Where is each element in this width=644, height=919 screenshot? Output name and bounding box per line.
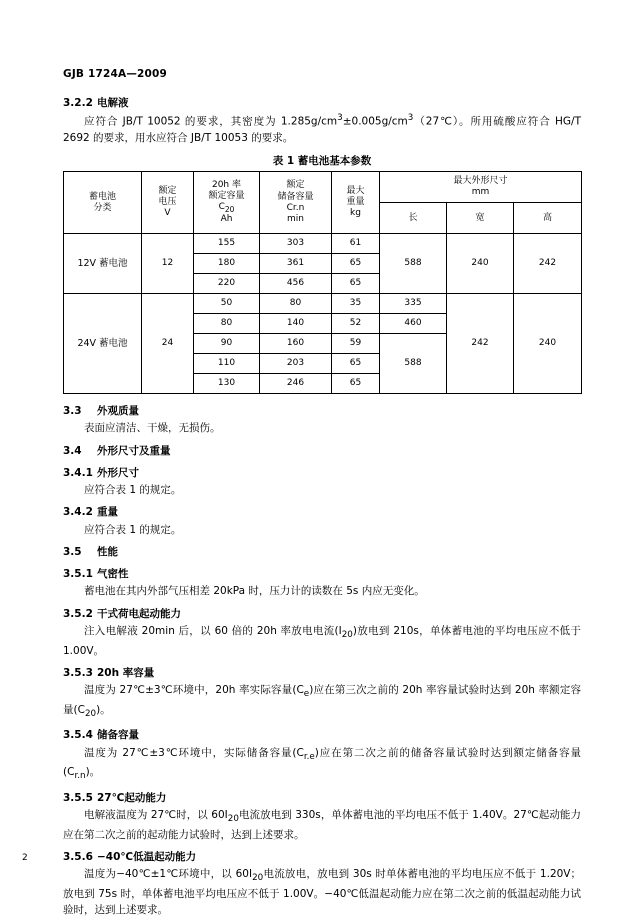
clause-body-3-4-1: 应符合表 1 的规定。 — [84, 484, 182, 497]
clause-title: 27℃起动能力 — [97, 791, 167, 804]
clause-title: 外观质量 — [97, 405, 139, 418]
cell-c20: 50 — [194, 294, 260, 314]
cell-weight: 52 — [332, 314, 380, 334]
cell-c20: 130 — [194, 374, 260, 394]
section-body-3-2-2: 应符合 JB/T 10052 的要求，其密度为 $1.285g/cm^3\pm 0.005g/cm^3(27℃)$。所用硫酸应符合 HG/T 2692 的要求，用水应符合 JB/T 10053 的要求。 — [63, 113, 581, 144]
cell-voltage: 24 — [142, 294, 194, 394]
clause-heading-3-5-5 — [63, 791, 581, 806]
cell-crn: 80 — [260, 294, 332, 314]
cell-weight: 65 — [332, 374, 380, 394]
clause-heading-3-5-2 — [63, 607, 581, 622]
cell-category: 12V 蓄电池 — [64, 234, 142, 294]
clause-title: −40℃低温起动能力 — [97, 850, 197, 863]
clause-heading-3-4 — [63, 444, 581, 459]
header-length: 长 — [380, 203, 447, 234]
section-title: 电解液 — [97, 97, 129, 109]
cell-weight: 65 — [332, 254, 380, 274]
clause-body-3-4-2: 应符合表 1 的规定。 — [84, 523, 182, 536]
table-row — [64, 294, 582, 314]
header-capacity-20h: 20h 率 额定容量 $C_{20}$ Ah — [194, 172, 260, 234]
cell-weight: 61 — [332, 234, 380, 254]
header-height: 高 — [514, 203, 582, 234]
clause-heading-3-5 — [63, 545, 581, 560]
cell-length: 335 — [380, 294, 447, 314]
clause-body-3-5-4: 温度为 27℃±3℃环境中，实际储备容量$(C_{r.e})$应在第二次之前的储备容量试验时达到额定储备容量$(C_{r.n})$。 — [63, 746, 581, 782]
cell-crn: 203 — [260, 354, 332, 374]
clause-number: 3.4.1 — [63, 466, 93, 479]
clause-title: 干式荷电起动能力 — [97, 607, 181, 620]
header-max-dimensions: 最大外形尺寸 mm — [380, 172, 582, 203]
battery-parameters-table — [63, 171, 582, 394]
section-heading-3-2-2 — [63, 96, 581, 111]
clause-heading-3-4-2 — [63, 505, 581, 520]
cell-crn: 456 — [260, 274, 332, 294]
cell-c20: 90 — [194, 334, 260, 354]
cell-weight: 59 — [332, 334, 380, 354]
clause-title: 20h 率容量 — [97, 666, 155, 679]
header-max-weight: 最大 重量 kg — [332, 172, 380, 234]
cell-c20: 155 — [194, 234, 260, 254]
clause-title: 气密性 — [97, 568, 129, 581]
clause-heading-3-5-6 — [63, 850, 581, 865]
cell-width: 242 — [447, 294, 514, 394]
clause-number: 3.5.5 — [63, 791, 93, 804]
page-number: 2 — [22, 853, 28, 863]
clause-body-3-3: 表面应清洁、干燥，无损伤。 — [84, 422, 221, 435]
cell-category: 24V 蓄电池 — [64, 294, 142, 394]
cell-c20: 220 — [194, 274, 260, 294]
header-reserve-capacity: 额定 储备容量 Cr.n min — [260, 172, 332, 234]
header-rated-voltage: 额定 电压 V — [142, 172, 194, 234]
clause-heading-3-5-3 — [63, 666, 581, 681]
clause-body-3-5-3: 温度为 27℃±3℃环境中，20h 率实际容量$(C_e)$应在第三次之前的 20h 率容量试验时达到 20h 率额定容量$(C_{20})$。 — [63, 683, 581, 719]
table-header-row-1 — [64, 172, 582, 203]
clause-body-3-5-1: 蓄电池在其内外部气压相差 20kPa 时，压力计的读数在 5s 内应无变化。 — [84, 585, 425, 598]
header-category: 蓄电池 分类 — [64, 172, 142, 234]
cell-crn: 361 — [260, 254, 332, 274]
clause-title: 重量 — [97, 506, 118, 519]
clause-title: 储备容量 — [97, 729, 139, 742]
clause-title: 性能 — [97, 545, 118, 558]
cell-length: 460 — [380, 314, 447, 334]
cell-weight: 65 — [332, 354, 380, 374]
table-row — [64, 234, 582, 254]
clause-number: 3.5.2 — [63, 607, 93, 620]
cell-crn: 303 — [260, 234, 332, 254]
header-width: 宽 — [447, 203, 514, 234]
page-content — [63, 68, 581, 919]
clause-body-3-5-2: 注入电解液 20min 后，以 60 倍的 20h 率放电电流$(I_{20})$放电到 210s，单体蓄电池的平均电压应不低于 1.00V。 — [63, 624, 581, 657]
cell-crn: 246 — [260, 374, 332, 394]
cell-length: 588 — [380, 234, 447, 294]
clause-heading-3-5-1 — [63, 567, 581, 582]
cell-voltage: 12 — [142, 234, 194, 294]
section-number: 3.2.2 — [63, 97, 93, 109]
clause-body-3-5-6: 温度为−40℃±1℃环境中，以 $60I_{20}$电流放电，放电到 30s 时单体蓄电池的平均电压应不低于 1.20V；放电到 75s 时，单体蓄电池平均电压应不低于 1.00V。−40℃低温起动能力应在第二次之前的低温起动能力试验时，达到上述要求。 — [63, 868, 581, 917]
clause-number: 3.5.3 — [63, 666, 93, 679]
clause-title: 外形尺寸及重量 — [97, 444, 171, 457]
cell-length: 588 — [380, 334, 447, 394]
cell-height: 240 — [514, 294, 582, 394]
clause-number: 3.5.1 — [63, 568, 93, 581]
clause-number: 3.4 — [63, 444, 82, 457]
clause-number: 3.3 — [63, 405, 82, 418]
clause-number: 3.4.2 — [63, 506, 93, 519]
cell-weight: 65 — [332, 274, 380, 294]
cell-crn: 140 — [260, 314, 332, 334]
clause-heading-3-3 — [63, 404, 581, 419]
cell-c20: 110 — [194, 354, 260, 374]
table-caption: 表 1 蓄电池基本参数 — [272, 155, 372, 168]
clause-title: 外形尺寸 — [97, 466, 139, 479]
cell-height: 242 — [514, 234, 582, 294]
cell-crn: 160 — [260, 334, 332, 354]
clause-number: 3.5 — [63, 545, 82, 558]
clause-number: 3.5.6 — [63, 850, 93, 863]
cell-weight: 35 — [332, 294, 380, 314]
clause-heading-3-5-4 — [63, 728, 581, 743]
clause-heading-3-4-1 — [63, 466, 581, 481]
cell-width: 240 — [447, 234, 514, 294]
clause-body-3-5-5: 电解液温度为 27℃时，以 $60I_{20}$电流放电到 330s，单体蓄电池的平均电压不低于 1.40V。27℃起动能力应在第二次之前的起动能力试验时，达到上述要求。 — [63, 809, 581, 841]
clause-list — [63, 404, 581, 918]
clause-number: 3.5.4 — [63, 729, 93, 742]
cell-c20: 180 — [194, 254, 260, 274]
cell-c20: 80 — [194, 314, 260, 334]
standard-code-header: GJB 1724A—2009 — [63, 68, 168, 80]
